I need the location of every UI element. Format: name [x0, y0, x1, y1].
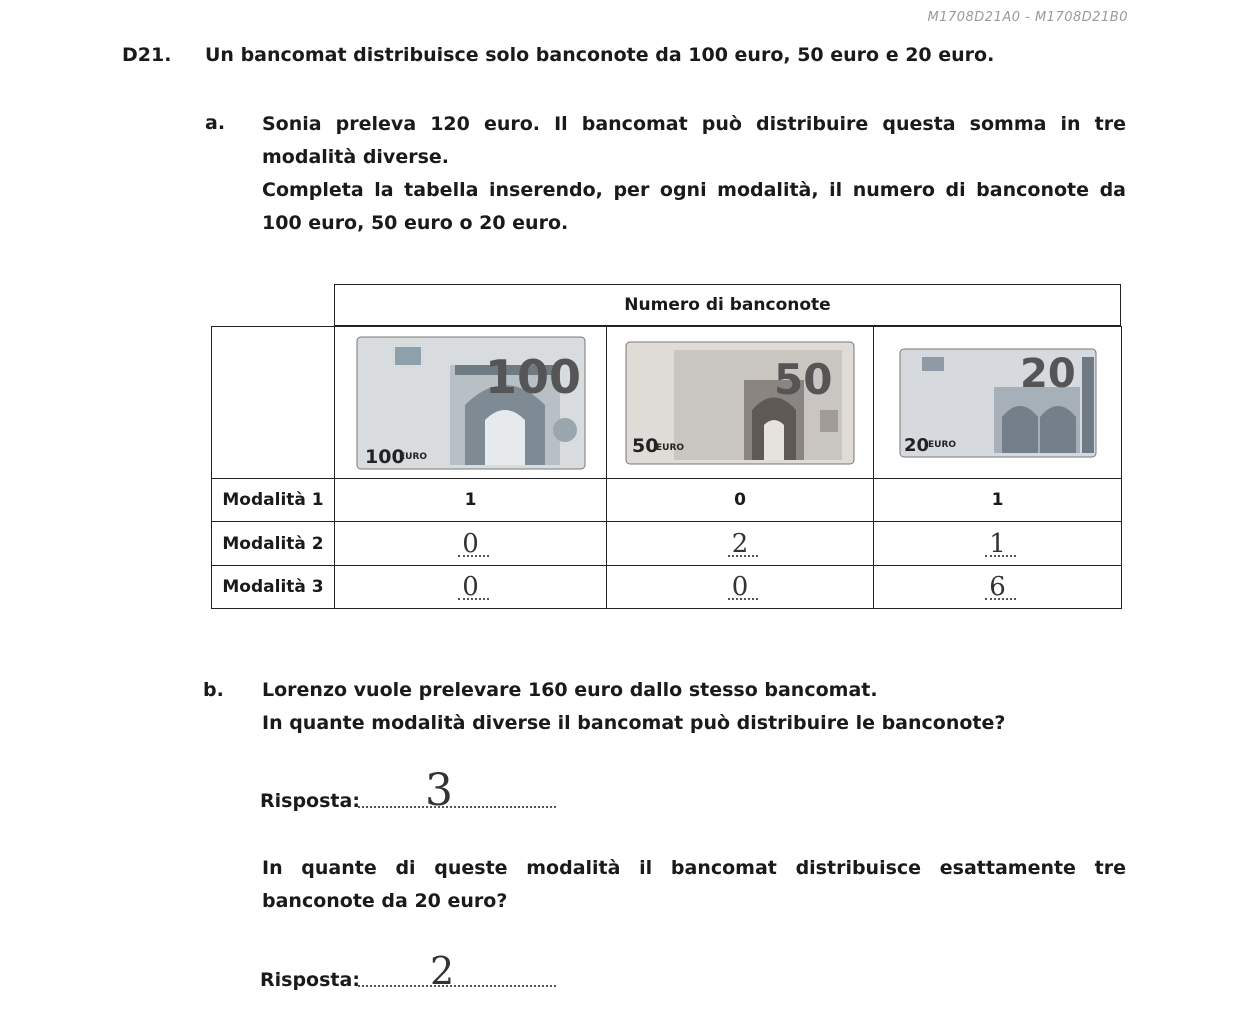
handwritten-answer: 1	[989, 528, 1006, 559]
table-row	[212, 566, 1122, 609]
banknote-table	[211, 326, 1122, 609]
part-b-letter: b.	[203, 679, 224, 701]
row-label: Modalità 3	[212, 566, 335, 609]
banknote-100-corner: 100	[364, 445, 405, 468]
banknote-100-image	[355, 335, 587, 471]
handwritten-answer: 0	[462, 528, 479, 559]
handwritten-answer: 0	[462, 572, 479, 602]
answer-2-label: Risposta:	[260, 969, 360, 991]
answer-1-label: Risposta:	[260, 790, 360, 812]
answer-1	[260, 765, 453, 816]
count-100-cell	[335, 522, 607, 566]
part-b-question2-text: In quante di queste modalità il bancomat distribuisce esattamente tre banconote da 20 euro?	[262, 857, 1126, 912]
empty-corner-cell	[212, 327, 335, 479]
answer-2-line	[358, 985, 556, 987]
answer-1-line	[358, 806, 556, 808]
part-b-text	[262, 674, 1126, 740]
banknote-100-cell	[335, 327, 607, 479]
part-b-question2	[262, 852, 1126, 918]
banknote-50-corner: 50	[632, 434, 659, 457]
count-100-cell	[335, 566, 607, 609]
part-b-line1: Lorenzo vuole prelevare 160 euro dallo stesso bancomat.	[262, 679, 878, 701]
banknote-20-value: 20	[1019, 350, 1076, 397]
count-20-cell	[874, 522, 1122, 566]
count-20-cell	[874, 566, 1122, 609]
part-a-text	[262, 108, 1126, 240]
table-row	[212, 522, 1122, 566]
part-a-line1: Sonia preleva 120 euro. Il bancomat può distribuire questa somma in tre modalità diverse.	[262, 113, 1126, 168]
banknote-20-image	[898, 347, 1098, 459]
banknote-50-cell	[607, 327, 874, 479]
banknote-50-value: 50	[774, 354, 833, 404]
count-50-cell	[607, 522, 874, 566]
banknote-100-value: 100	[484, 349, 581, 404]
banknote-image-row	[212, 327, 1122, 479]
question-stem: Un bancomat distribuisce solo banconote da 100 euro, 50 euro e 20 euro.	[205, 44, 995, 66]
count-100-cell: 1	[335, 479, 607, 522]
part-b-line2: In quante modalità diverse il bancomat può distribuire le banconote?	[262, 712, 1006, 734]
count-50-cell	[607, 566, 874, 609]
answer-2-value: 2	[430, 949, 455, 993]
count-50-cell: 0	[607, 479, 874, 522]
document-code: M1708D21A0 - M1708D21B0	[927, 10, 1128, 25]
banknote-50-euro: EURO	[656, 442, 685, 453]
handwritten-answer: 0	[731, 572, 749, 602]
question-number: D21.	[122, 44, 172, 66]
part-a-letter: a.	[205, 112, 226, 134]
table-row	[212, 479, 1122, 522]
answer-2	[260, 949, 455, 993]
row-label: Modalità 1	[212, 479, 335, 522]
handwritten-answer: 2	[731, 528, 749, 559]
count-20-cell: 1	[874, 479, 1122, 522]
banknote-100-euro: EURO	[398, 451, 427, 462]
banknote-50-image	[624, 340, 856, 466]
banknote-20-cell	[874, 327, 1122, 479]
table-header: Numero di banconote	[334, 284, 1121, 326]
banknote-20-euro: EURO	[927, 439, 956, 450]
banknote-20-corner: 20	[903, 434, 929, 456]
answer-1-value: 3	[425, 765, 453, 816]
row-label: Modalità 2	[212, 522, 335, 566]
handwritten-answer: 6	[989, 572, 1006, 602]
part-a-line2: Completa la tabella inserendo, per ogni modalità, il numero di banconote da 100 euro, 50 euro o 20 euro.	[262, 179, 1126, 234]
